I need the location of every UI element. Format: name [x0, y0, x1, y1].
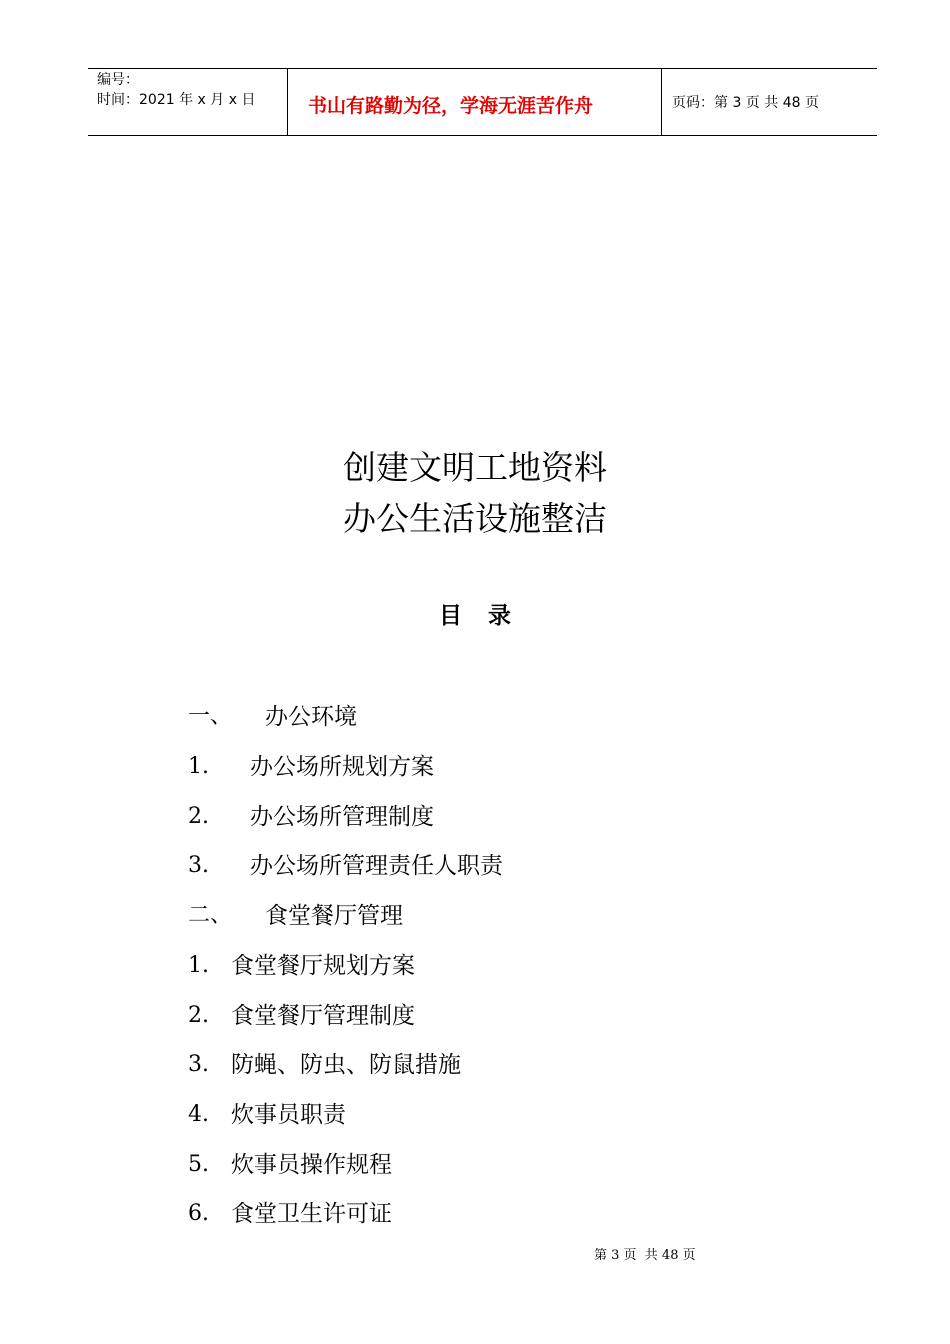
toc-item-number: 5.: [188, 1152, 209, 1177]
document-title-line2: 办公生活设施整洁: [343, 499, 607, 538]
toc-item-number: 2.: [188, 804, 209, 829]
toc-item-number: 6.: [188, 1201, 209, 1226]
toc-item-text: 食堂餐厅管理制度: [231, 1003, 415, 1029]
document-title-line1: 创建文明工地资料: [343, 448, 607, 487]
toc-item-text: 防蝇、防虫、防鼠措施: [231, 1052, 461, 1078]
toc-item-number: 二、: [188, 903, 233, 928]
toc-item-text: 炊事员操作规程: [231, 1152, 392, 1178]
toc-item-number: 3.: [188, 853, 209, 878]
toc-item-number: 2.: [188, 1003, 209, 1028]
toc-item-text: 食堂餐厅管理: [265, 903, 403, 929]
toc-item-number: 1.: [188, 953, 209, 978]
header-page-info: 页码：第 3 页 共 48 页: [672, 95, 819, 111]
time-label: 时间：2021 年 x 月 x 日: [97, 92, 256, 108]
toc-item-text: 办公场所规划方案: [250, 754, 434, 780]
toc-item-number: 4.: [188, 1102, 209, 1127]
toc-item-text: 办公环境: [265, 704, 357, 730]
toc-item-text: 食堂卫生许可证: [231, 1201, 392, 1227]
toc-item-text: 炊事员职责: [231, 1102, 346, 1128]
toc-item-text: 食堂餐厅规划方案: [231, 953, 415, 979]
toc-item-number: 1.: [188, 754, 209, 779]
header-meta-cell: [88, 69, 288, 135]
toc-item-number: 3.: [188, 1052, 209, 1077]
toc-item-text: 办公场所管理制度: [250, 804, 434, 830]
page-footer: 第 3 页 共 48 页: [594, 1248, 696, 1263]
toc-heading: 目录: [439, 603, 537, 629]
header-motto: 书山有路勤为径，学海无涯苦作舟: [308, 95, 594, 117]
number-label: 编号：: [97, 72, 139, 88]
page-header: [88, 68, 877, 136]
header-motto-cell: [288, 69, 662, 135]
toc-item-text: 办公场所管理责任人职责: [250, 853, 503, 879]
header-page-cell: [662, 69, 877, 135]
toc-item-number: 一、: [188, 704, 233, 729]
